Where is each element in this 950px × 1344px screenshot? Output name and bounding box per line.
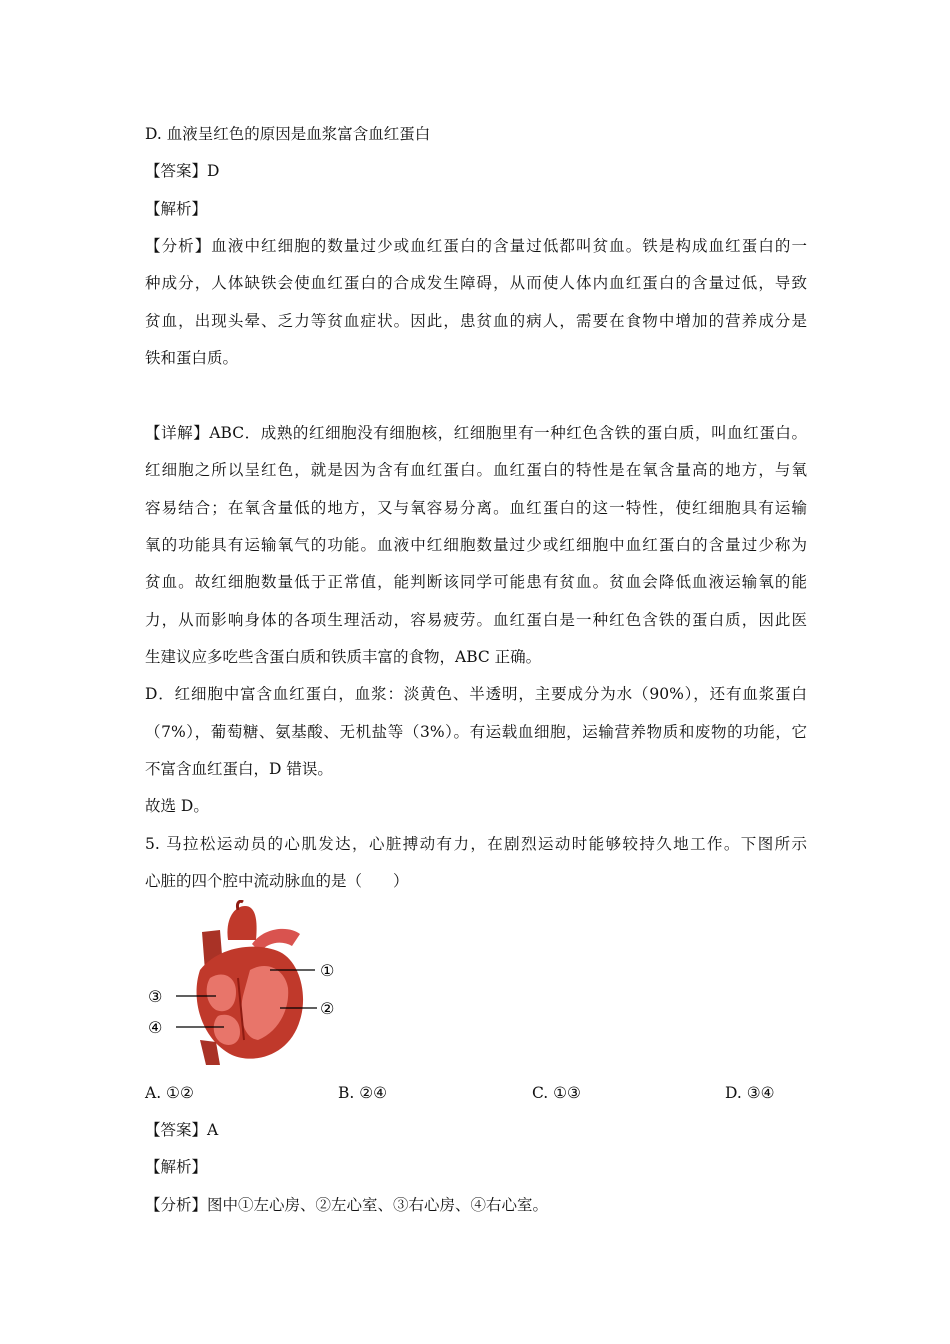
text-line: 氧的功能具有运输氧气的功能。血液中红细胞数量过少或红细胞中血红蛋白的含量过少称为 <box>145 536 807 554</box>
text-line: 故选 D。 <box>145 797 209 815</box>
text-line: 贫血。故红细胞数量低于正常值，能判断该同学可能患有贫血。贫血会降低血液运输氧的能 <box>145 573 807 591</box>
text-line: 【分析】血液中红细胞的数量过少或血红蛋白的含量过低都叫贫血。铁是构成血红蛋白的一 <box>145 237 807 255</box>
option-a: A. ①② <box>145 1084 194 1102</box>
text-line: 贫血，出现头晕、乏力等贫血症状。因此，患贫血的病人，需要在食物中增加的营养成分是 <box>145 312 807 330</box>
label-3: ③ <box>148 987 163 1006</box>
text-line: 力，从而影响身体的各项生理活动，容易疲劳。血红蛋白是一种红色含铁的蛋白质，因此医 <box>145 611 807 629</box>
text-line: （7%），葡萄糖、氨基酸、无机盐等（3%）。有运载血细胞，运输营养物质和废物的功能，它 <box>145 723 807 741</box>
label-1: ① <box>320 961 335 980</box>
text-line: 容易结合；在氧含量低的地方，又与氧容易分离。血红蛋白的这一特性，使红细胞具有运输 <box>145 499 807 517</box>
text-line: D．红细胞中富含血红蛋白，血浆：淡黄色、半透明，主要成分为水（90%），还有血浆蛋白 <box>145 685 807 703</box>
option-c: C. ①③ <box>532 1084 581 1102</box>
question-5: 5. 马拉松运动员的心肌发达，心脏搏动有力，在剧烈运动时能够较持久地工作。下图所示 <box>145 835 807 853</box>
heart-diagram <box>140 900 350 1065</box>
option-b: B. ②④ <box>338 1084 388 1102</box>
text-line: 【分析】图中①左心房、②左心室、③右心房、④右心室。 <box>145 1196 549 1214</box>
option-d: D. ③④ <box>725 1084 775 1102</box>
question-5-cont: 心脏的四个腔中流动脉血的是（ ） <box>145 872 409 890</box>
answer-label: 【答案】A <box>145 1121 219 1139</box>
text-line: 【详解】ABC．成熟的红细胞没有细胞核，红细胞里有一种红色含铁的蛋白质，叫血红蛋白。 <box>145 424 807 442</box>
text-line: 红细胞之所以呈红色，就是因为含有血红蛋白。血红蛋白的特性是在氧含量高的地方，与氧 <box>145 461 807 479</box>
analysis-heading: 【解析】 <box>145 1158 208 1176</box>
text-line: 种成分，人体缺铁会使血红蛋白的合成发生障碍，从而使人体内血红蛋白的含量过低，导致 <box>145 274 807 292</box>
analysis-heading: 【解析】 <box>145 200 208 218</box>
text-line: 铁和蛋白质。 <box>145 349 239 367</box>
label-2: ② <box>320 999 335 1018</box>
text-line: 不富含血红蛋白，D 错误。 <box>145 760 333 778</box>
text-line: 生建议应多吃些含蛋白质和铁质丰富的食物，ABC 正确。 <box>145 648 542 666</box>
label-4: ④ <box>148 1018 163 1037</box>
text-line: D. 血液呈红色的原因是血浆富含血红蛋白 <box>145 125 431 143</box>
answer-label: 【答案】D <box>145 162 220 180</box>
